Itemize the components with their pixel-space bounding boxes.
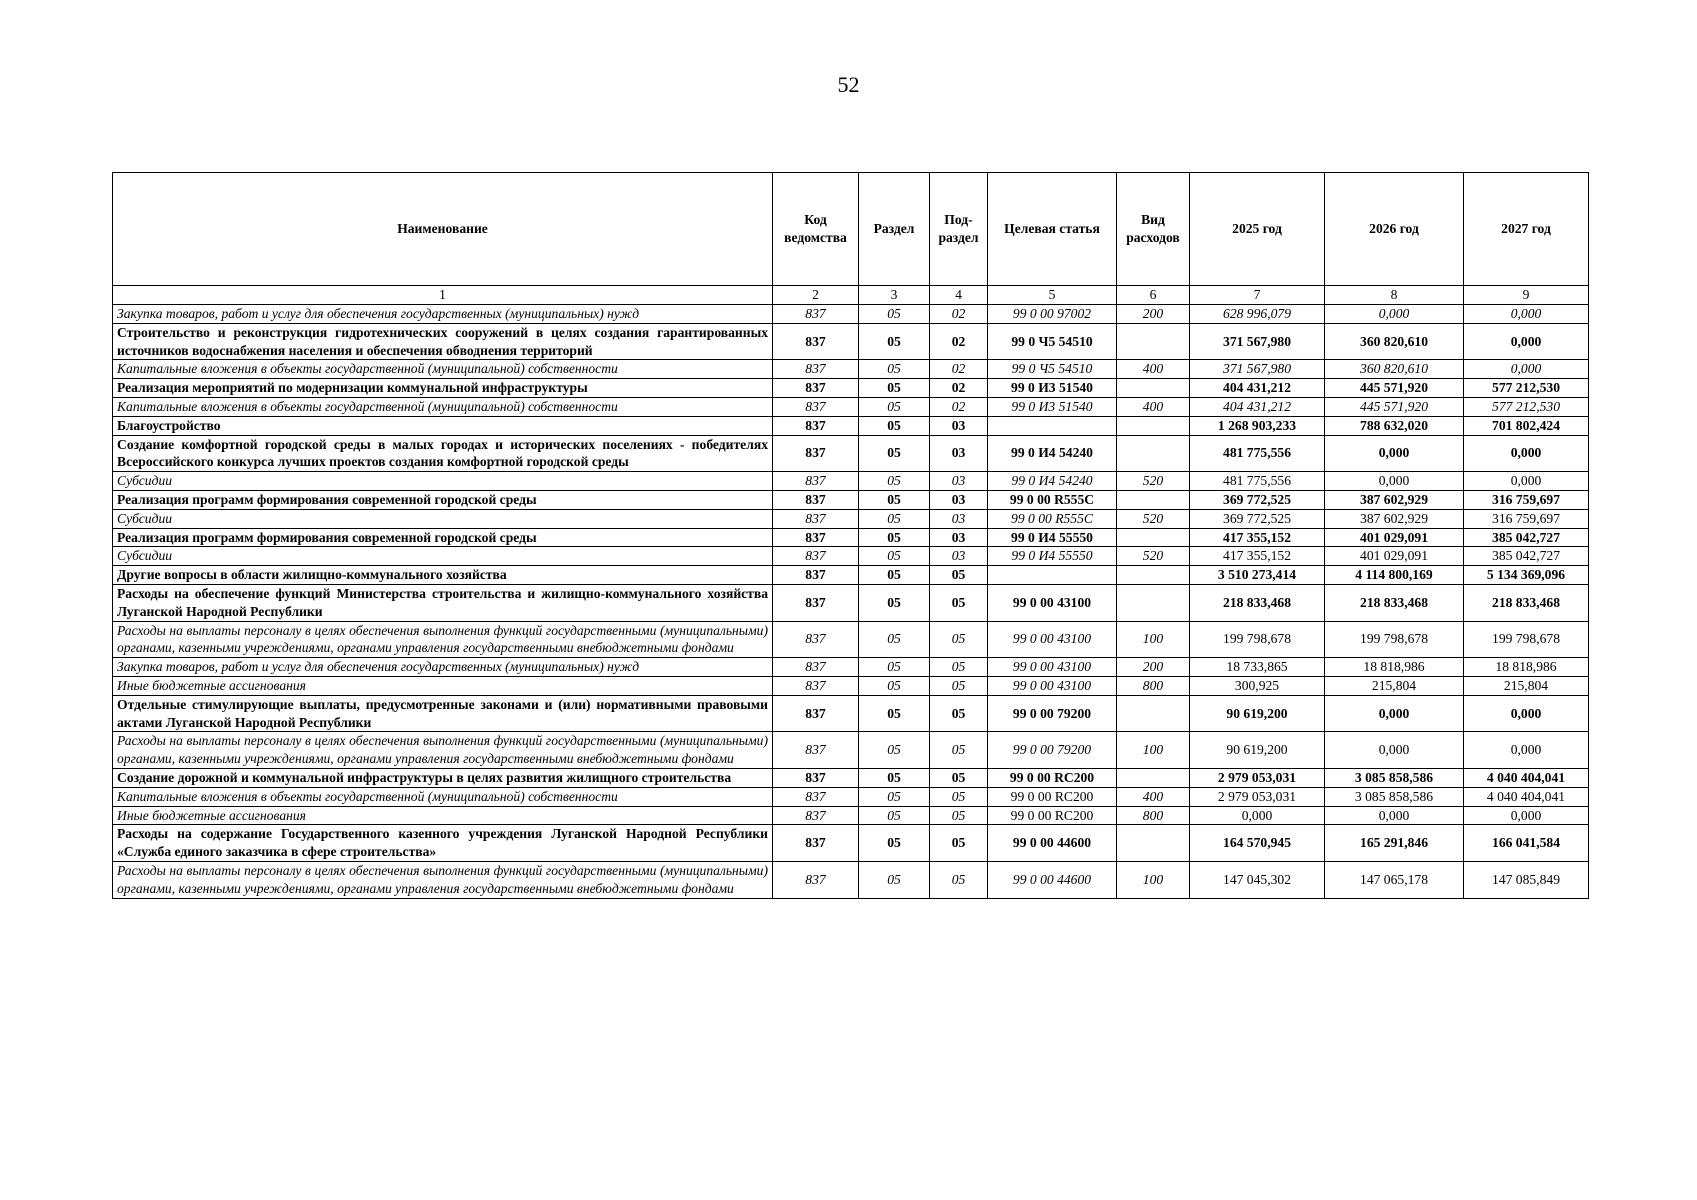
expense-type: 800 (1117, 676, 1190, 695)
expense-type: 200 (1117, 658, 1190, 677)
amount-2027: 0,000 (1464, 323, 1589, 360)
expense-type: 100 (1117, 732, 1190, 769)
table-row (113, 360, 1589, 379)
table-row (113, 621, 1589, 658)
row-name: Расходы на обеспечение функций Министерства строительства и жилищно-коммунального хозяйства Луганской Народной Республики (113, 584, 773, 621)
expense-type: 100 (1117, 621, 1190, 658)
amount-2027: 385 042,727 (1464, 528, 1589, 547)
amount-2025: 18 733,865 (1190, 658, 1325, 677)
table-row (113, 825, 1589, 862)
dept-code: 837 (773, 825, 859, 862)
table-row (113, 305, 1589, 324)
amount-2026: 218 833,468 (1325, 584, 1464, 621)
section-code: 05 (859, 490, 930, 509)
expense-type: 400 (1117, 397, 1190, 416)
amount-2027: 577 212,530 (1464, 397, 1589, 416)
amount-2025: 90 619,200 (1190, 732, 1325, 769)
dept-code: 837 (773, 397, 859, 416)
amount-2026: 401 029,091 (1325, 547, 1464, 566)
expense-type: 400 (1117, 360, 1190, 379)
subsection-code: 02 (930, 360, 988, 379)
amount-2025: 404 431,212 (1190, 379, 1325, 398)
section-code: 05 (859, 695, 930, 732)
amount-2026: 445 571,920 (1325, 397, 1464, 416)
expense-type: 520 (1117, 472, 1190, 491)
subsection-code: 02 (930, 379, 988, 398)
table-row (113, 397, 1589, 416)
amount-2026: 4 114 800,169 (1325, 566, 1464, 585)
dept-code: 837 (773, 379, 859, 398)
subsection-code: 05 (930, 584, 988, 621)
target-article: 99 0 И4 54240 (988, 472, 1117, 491)
dept-code: 837 (773, 695, 859, 732)
section-code: 05 (859, 768, 930, 787)
dept-code: 837 (773, 547, 859, 566)
target-article: 99 0 00 97002 (988, 305, 1117, 324)
row-name: Субсидии (113, 472, 773, 491)
expense-type (1117, 566, 1190, 585)
table-row (113, 566, 1589, 585)
target-article: 99 0 00 RC200 (988, 787, 1117, 806)
amount-2027: 0,000 (1464, 472, 1589, 491)
table-row (113, 768, 1589, 787)
row-name: Субсидии (113, 509, 773, 528)
amount-2026: 387 602,929 (1325, 509, 1464, 528)
amount-2026: 445 571,920 (1325, 379, 1464, 398)
amount-2026: 215,804 (1325, 676, 1464, 695)
target-article: 99 0 00 RC200 (988, 768, 1117, 787)
table-row (113, 490, 1589, 509)
subsection-code: 03 (930, 416, 988, 435)
section-code: 05 (859, 787, 930, 806)
table-row (113, 509, 1589, 528)
row-name: Реализация программ формирования современной городской среды (113, 490, 773, 509)
row-name: Закупка товаров, работ и услуг для обеспечения государственных (муниципальных) нужд (113, 658, 773, 677)
amount-2027: 316 759,697 (1464, 509, 1589, 528)
expense-type (1117, 379, 1190, 398)
target-article: 99 0 Ч5 54510 (988, 323, 1117, 360)
amount-2025: 0,000 (1190, 806, 1325, 825)
row-name: Расходы на выплаты персоналу в целях обеспечения выполнения функций государственными (муниципальными) органами, казенными учреждениями, органами управления государственными внебюджетными фондами (113, 621, 773, 658)
subsection-code: 02 (930, 397, 988, 416)
amount-2027: 316 759,697 (1464, 490, 1589, 509)
amount-2025: 628 996,079 (1190, 305, 1325, 324)
header-section: Раздел (859, 173, 930, 286)
amount-2026: 360 820,610 (1325, 323, 1464, 360)
header-subsection: Под- раздел (930, 173, 988, 286)
amount-2027: 5 134 369,096 (1464, 566, 1589, 585)
target-article: 99 0 И3 51540 (988, 397, 1117, 416)
row-name: Создание дорожной и коммунальной инфраструктуры в целях развития жилищного строительства (113, 768, 773, 787)
subsection-code: 03 (930, 435, 988, 472)
amount-2025: 369 772,525 (1190, 509, 1325, 528)
dept-code: 837 (773, 305, 859, 324)
target-article: 99 0 Ч5 54510 (988, 360, 1117, 379)
amount-2027: 0,000 (1464, 732, 1589, 769)
dept-code: 837 (773, 323, 859, 360)
amount-2027: 215,804 (1464, 676, 1589, 695)
row-name: Строительство и реконструкция гидротехнических сооружений в целях создания гарантированных источников водоснабжения населения и обеспечения обводнения территорий (113, 323, 773, 360)
amount-2026: 3 085 858,586 (1325, 768, 1464, 787)
expense-type (1117, 490, 1190, 509)
amount-2027: 0,000 (1464, 695, 1589, 732)
target-article (988, 416, 1117, 435)
column-number: 1 (113, 286, 773, 305)
table-row (113, 435, 1589, 472)
amount-2025: 2 979 053,031 (1190, 787, 1325, 806)
dept-code: 837 (773, 416, 859, 435)
subsection-code: 03 (930, 472, 988, 491)
row-name: Расходы на выплаты персоналу в целях обеспечения выполнения функций государственными (муниципальными) органами, казенными учреждениями, органами управления государственными внебюджетными фондами (113, 732, 773, 769)
target-article: 99 0 И3 51540 (988, 379, 1117, 398)
header-row (113, 173, 1589, 286)
section-code: 05 (859, 584, 930, 621)
amount-2027: 0,000 (1464, 360, 1589, 379)
subsection-code: 05 (930, 566, 988, 585)
amount-2025: 300,925 (1190, 676, 1325, 695)
dept-code: 837 (773, 806, 859, 825)
row-name: Иные бюджетные ассигнования (113, 676, 773, 695)
expense-type (1117, 695, 1190, 732)
amount-2025: 90 619,200 (1190, 695, 1325, 732)
amount-2025: 417 355,152 (1190, 547, 1325, 566)
amount-2025: 199 798,678 (1190, 621, 1325, 658)
amount-2025: 2 979 053,031 (1190, 768, 1325, 787)
subsection-code: 05 (930, 695, 988, 732)
table-row (113, 379, 1589, 398)
row-name: Реализация программ формирования современной городской среды (113, 528, 773, 547)
amount-2025: 1 268 903,233 (1190, 416, 1325, 435)
subsection-code: 05 (930, 806, 988, 825)
target-article: 99 0 00 43100 (988, 584, 1117, 621)
amount-2027: 147 085,849 (1464, 861, 1589, 898)
header-dept-code: Код ведомства (773, 173, 859, 286)
row-name: Другие вопросы в области жилищно-коммунального хозяйства (113, 566, 773, 585)
dept-code: 837 (773, 435, 859, 472)
section-code: 05 (859, 547, 930, 566)
amount-2025: 3 510 273,414 (1190, 566, 1325, 585)
dept-code: 837 (773, 528, 859, 547)
dept-code: 837 (773, 584, 859, 621)
subsection-code: 03 (930, 509, 988, 528)
subsection-code: 05 (930, 768, 988, 787)
expense-type (1117, 584, 1190, 621)
section-code: 05 (859, 732, 930, 769)
section-code: 05 (859, 379, 930, 398)
amount-2027: 18 818,986 (1464, 658, 1589, 677)
dept-code: 837 (773, 490, 859, 509)
expense-type (1117, 768, 1190, 787)
amount-2026: 0,000 (1325, 806, 1464, 825)
section-code: 05 (859, 472, 930, 491)
dept-code: 837 (773, 732, 859, 769)
table-row (113, 787, 1589, 806)
table-row (113, 861, 1589, 898)
target-article: 99 0 00 79200 (988, 695, 1117, 732)
amount-2026: 0,000 (1325, 305, 1464, 324)
section-code: 05 (859, 621, 930, 658)
dept-code: 837 (773, 360, 859, 379)
amount-2027: 4 040 404,041 (1464, 768, 1589, 787)
section-code: 05 (859, 509, 930, 528)
target-article: 99 0 00 RC200 (988, 806, 1117, 825)
table-row (113, 323, 1589, 360)
column-number: 5 (988, 286, 1117, 305)
expense-type (1117, 435, 1190, 472)
row-name: Закупка товаров, работ и услуг для обеспечения государственных (муниципальных) нужд (113, 305, 773, 324)
amount-2027: 577 212,530 (1464, 379, 1589, 398)
subsection-code: 02 (930, 323, 988, 360)
table-row (113, 676, 1589, 695)
subsection-code: 03 (930, 547, 988, 566)
table-row (113, 584, 1589, 621)
subsection-code: 05 (930, 732, 988, 769)
table-body (113, 286, 1589, 899)
target-article: 99 0 00 43100 (988, 658, 1117, 677)
table-row (113, 528, 1589, 547)
target-article: 99 0 00 R555C (988, 509, 1117, 528)
row-name: Капитальные вложения в объекты государственной (муниципальной) собственности (113, 787, 773, 806)
amount-2025: 404 431,212 (1190, 397, 1325, 416)
expense-type: 520 (1117, 547, 1190, 566)
column-number: 7 (1190, 286, 1325, 305)
table-row (113, 806, 1589, 825)
section-code: 05 (859, 861, 930, 898)
dept-code: 837 (773, 509, 859, 528)
target-article: 99 0 00 43100 (988, 676, 1117, 695)
target-article: 99 0 И4 54240 (988, 435, 1117, 472)
header-year-2025: 2025 год (1190, 173, 1325, 286)
expense-type: 800 (1117, 806, 1190, 825)
amount-2026: 0,000 (1325, 435, 1464, 472)
column-number: 3 (859, 286, 930, 305)
row-name: Создание комфортной городской среды в малых городах и исторических поселениях - победителях Всероссийского конкурса лучших проектов создания комфортной городской среды (113, 435, 773, 472)
section-code: 05 (859, 528, 930, 547)
amount-2027: 0,000 (1464, 435, 1589, 472)
column-number: 2 (773, 286, 859, 305)
table-row (113, 658, 1589, 677)
subsection-code: 05 (930, 861, 988, 898)
column-number-row (113, 286, 1589, 305)
amount-2027: 701 802,424 (1464, 416, 1589, 435)
row-name: Расходы на выплаты персоналу в целях обеспечения выполнения функций государственными (муниципальными) органами, казенными учреждениями, органами управления государственными внебюджетными фондами (113, 861, 773, 898)
dept-code: 837 (773, 566, 859, 585)
amount-2027: 199 798,678 (1464, 621, 1589, 658)
amount-2026: 3 085 858,586 (1325, 787, 1464, 806)
amount-2026: 0,000 (1325, 472, 1464, 491)
row-name: Реализация мероприятий по модернизации коммунальной инфраструктуры (113, 379, 773, 398)
row-name: Капитальные вложения в объекты государственной (муниципальной) собственности (113, 360, 773, 379)
expense-type: 400 (1117, 787, 1190, 806)
section-code: 05 (859, 658, 930, 677)
amount-2026: 387 602,929 (1325, 490, 1464, 509)
amount-2026: 147 065,178 (1325, 861, 1464, 898)
subsection-code: 05 (930, 658, 988, 677)
header-year-2026: 2026 год (1325, 173, 1464, 286)
amount-2025: 481 775,556 (1190, 435, 1325, 472)
dept-code: 837 (773, 676, 859, 695)
subsection-code: 05 (930, 676, 988, 695)
amount-2025: 417 355,152 (1190, 528, 1325, 547)
header-target-article: Целевая статья (988, 173, 1117, 286)
subsection-code: 05 (930, 621, 988, 658)
section-code: 05 (859, 305, 930, 324)
target-article: 99 0 И4 55550 (988, 528, 1117, 547)
section-code: 05 (859, 360, 930, 379)
section-code: 05 (859, 566, 930, 585)
header-expense-type: Вид расходов (1117, 173, 1190, 286)
amount-2025: 371 567,980 (1190, 323, 1325, 360)
target-article: 99 0 00 79200 (988, 732, 1117, 769)
amount-2026: 165 291,846 (1325, 825, 1464, 862)
amount-2025: 164 570,945 (1190, 825, 1325, 862)
subsection-code: 05 (930, 787, 988, 806)
amount-2027: 0,000 (1464, 305, 1589, 324)
column-number: 6 (1117, 286, 1190, 305)
expense-type: 200 (1117, 305, 1190, 324)
target-article (988, 566, 1117, 585)
subsection-code: 03 (930, 528, 988, 547)
subsection-code: 03 (930, 490, 988, 509)
amount-2025: 371 567,980 (1190, 360, 1325, 379)
section-code: 05 (859, 806, 930, 825)
amount-2025: 481 775,556 (1190, 472, 1325, 491)
target-article: 99 0 00 R555C (988, 490, 1117, 509)
table-row (113, 472, 1589, 491)
subsection-code: 02 (930, 305, 988, 324)
target-article: 99 0 00 44600 (988, 825, 1117, 862)
expense-type (1117, 528, 1190, 547)
amount-2026: 788 632,020 (1325, 416, 1464, 435)
amount-2026: 360 820,610 (1325, 360, 1464, 379)
amount-2026: 0,000 (1325, 732, 1464, 769)
row-name: Отдельные стимулирующие выплаты, предусмотренные законами и (или) нормативными правовыми актами Луганской Народной Республики (113, 695, 773, 732)
dept-code: 837 (773, 621, 859, 658)
section-code: 05 (859, 676, 930, 695)
amount-2026: 18 818,986 (1325, 658, 1464, 677)
dept-code: 837 (773, 658, 859, 677)
dept-code: 837 (773, 861, 859, 898)
expense-type: 100 (1117, 861, 1190, 898)
column-number: 4 (930, 286, 988, 305)
column-number: 8 (1325, 286, 1464, 305)
table-row (113, 547, 1589, 566)
target-article: 99 0 И4 55550 (988, 547, 1117, 566)
row-name: Расходы на содержание Государственного казенного учреждения Луганской Народной Республики «Служба единого заказчика в сфере строительства» (113, 825, 773, 862)
row-name: Субсидии (113, 547, 773, 566)
budget-table (112, 172, 1589, 899)
amount-2025: 369 772,525 (1190, 490, 1325, 509)
amount-2027: 218 833,468 (1464, 584, 1589, 621)
page-number: 52 (837, 72, 860, 97)
amount-2026: 401 029,091 (1325, 528, 1464, 547)
table-row (113, 695, 1589, 732)
amount-2027: 385 042,727 (1464, 547, 1589, 566)
amount-2027: 0,000 (1464, 806, 1589, 825)
table-row (113, 732, 1589, 769)
expense-type (1117, 416, 1190, 435)
table-row (113, 416, 1589, 435)
expense-type: 520 (1117, 509, 1190, 528)
row-name: Капитальные вложения в объекты государственной (муниципальной) собственности (113, 397, 773, 416)
section-code: 05 (859, 397, 930, 416)
expense-type (1117, 825, 1190, 862)
dept-code: 837 (773, 768, 859, 787)
amount-2026: 0,000 (1325, 695, 1464, 732)
target-article: 99 0 00 44600 (988, 861, 1117, 898)
expense-type (1117, 323, 1190, 360)
amount-2027: 166 041,584 (1464, 825, 1589, 862)
amount-2025: 218 833,468 (1190, 584, 1325, 621)
amount-2026: 199 798,678 (1325, 621, 1464, 658)
target-article: 99 0 00 43100 (988, 621, 1117, 658)
section-code: 05 (859, 825, 930, 862)
column-number: 9 (1464, 286, 1589, 305)
dept-code: 837 (773, 472, 859, 491)
amount-2025: 147 045,302 (1190, 861, 1325, 898)
section-code: 05 (859, 435, 930, 472)
section-code: 05 (859, 416, 930, 435)
section-code: 05 (859, 323, 930, 360)
row-name: Благоустройство (113, 416, 773, 435)
amount-2027: 4 040 404,041 (1464, 787, 1589, 806)
row-name: Иные бюджетные ассигнования (113, 806, 773, 825)
header-name: Наименование (113, 173, 773, 286)
dept-code: 837 (773, 787, 859, 806)
subsection-code: 05 (930, 825, 988, 862)
header-year-2027: 2027 год (1464, 173, 1589, 286)
